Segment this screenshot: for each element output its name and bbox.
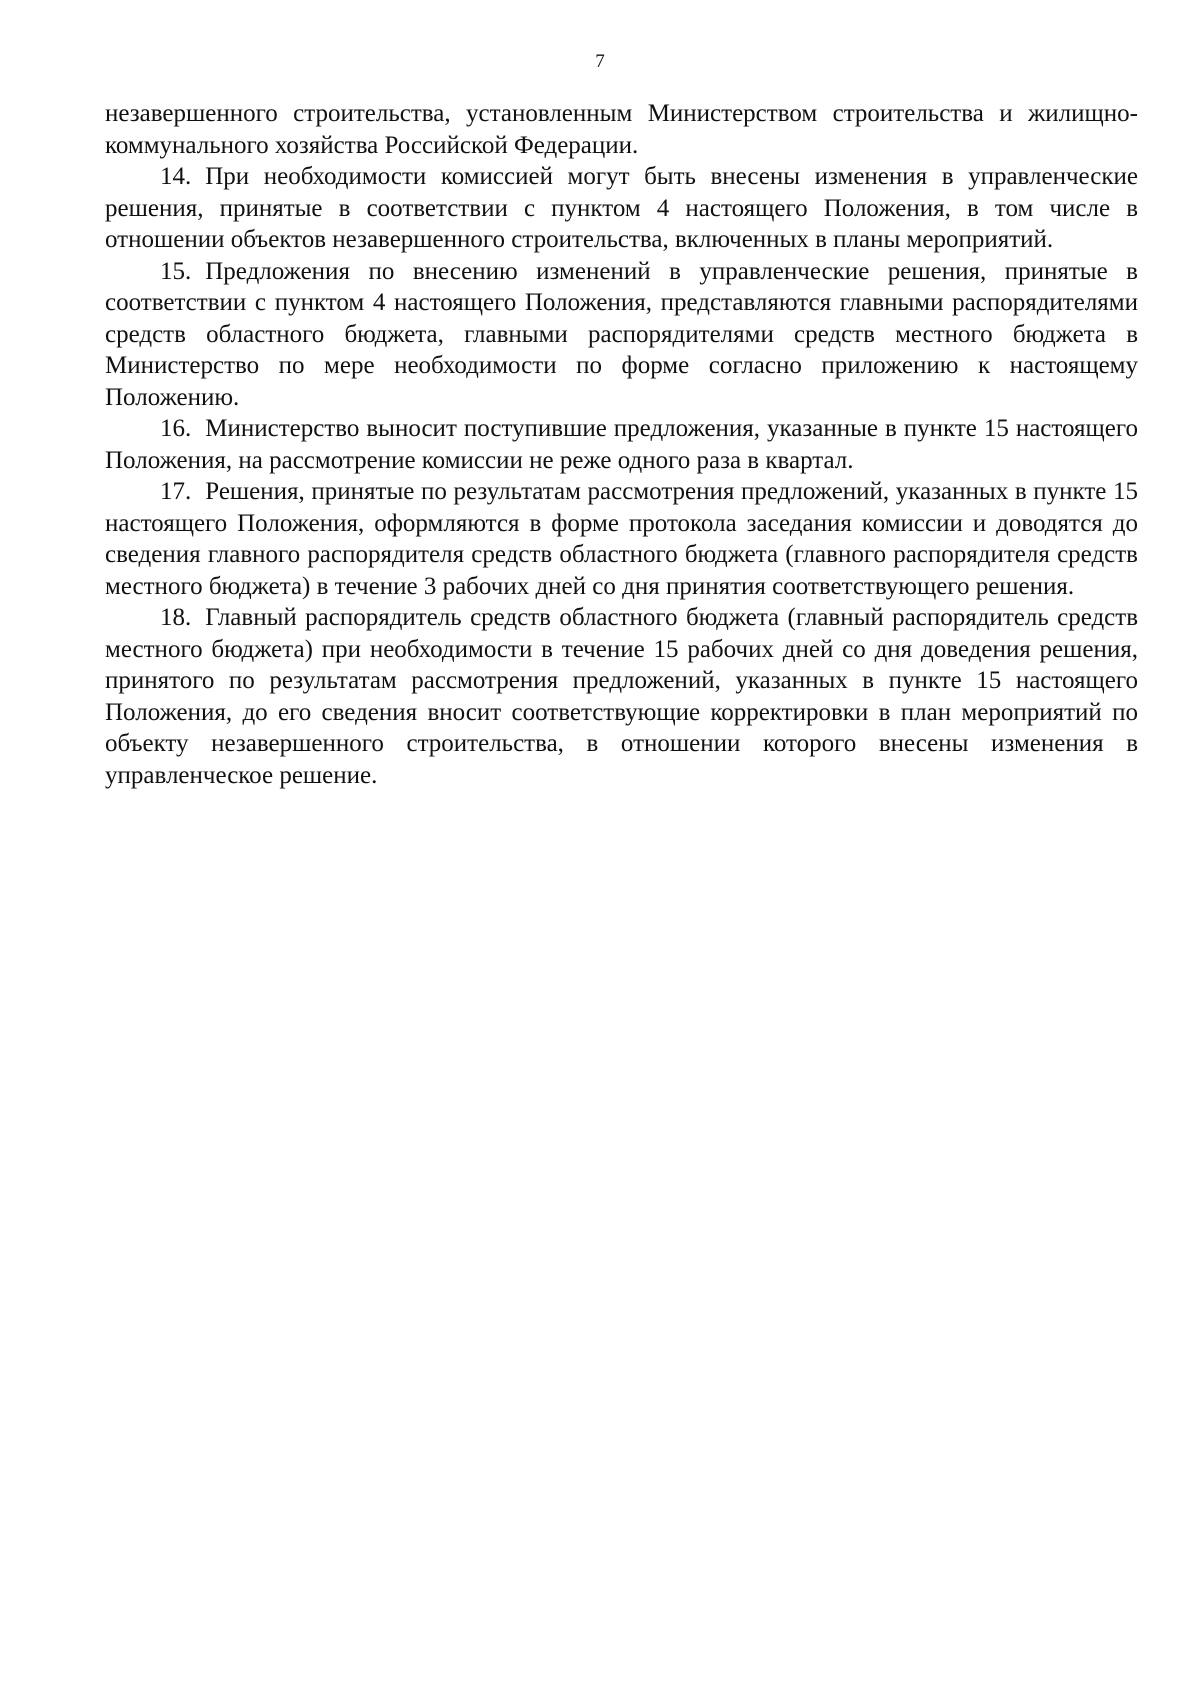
page-number: 7 (595, 51, 605, 72)
paragraph-text: Министерство выносит поступившие предложения, указанные в пункте 15 настоящего Положения, на рассмотрение комиссии не реже одного раза в квартал. (105, 415, 1138, 474)
paragraph-text: Главный распорядитель средств областного бюджета (главный распорядитель средств местного бюджета) при необходимости в течение 15 рабочих дней со дня доведения решения, принятого по результатам рассмотрения предложений, указанных в пункте 15 настоящего Положения, до его сведения вносит соответствующие корректировки в план мероприятий по объекту незавершенного строительства, в отношении которого внесены изменения в управленческое решение. (105, 604, 1138, 789)
paragraph-number: 14. (160, 163, 192, 190)
paragraph-text: При необходимости комиссией могут быть внесены изменения в управленческие решения, принятые в соответствии с пунктом 4 настоящего Положения, в том числе в отношении объектов незавершенного строительства, включенных в планы мероприятий. (105, 163, 1138, 253)
paragraph-number: 16. (160, 415, 192, 442)
paragraph-15 (105, 256, 1138, 414)
paragraph-16 (105, 413, 1138, 476)
paragraph-number: 17. (160, 478, 192, 505)
paragraph-14 (105, 161, 1138, 256)
document-body (105, 98, 1138, 791)
paragraph-text: Предложения по внесению изменений в управленческие решения, принятые в соответствии с пунктом 4 настоящего Положения, представляются главными распорядителями средств областного бюджета, главными распорядителями средств местного бюджета в Министерство по мере необходимости по форме согласно приложению к настоящему Положению. (105, 257, 1138, 411)
paragraph-number: 15. (160, 257, 192, 285)
paragraph-text: незавершенного строительства, установленным Министерством строительства и жилищно-коммунального хозяйства Российской Федерации. (105, 100, 1138, 159)
paragraph-number: 18. (160, 604, 192, 631)
paragraph-text: Решения, принятые по результатам рассмотрения предложений, указанных в пункте 15 настоящего Положения, оформляются в форме протокола заседания комиссии и доводятся до сведения главного распорядителя средств областного бюджета (главного распорядителя средств местного бюджета) в течение 3 рабочих дней со дня принятия соответствующего решения. (105, 478, 1138, 600)
paragraph-17 (105, 476, 1138, 602)
paragraph-18 (105, 602, 1138, 791)
paragraph-continuation (105, 98, 1138, 161)
